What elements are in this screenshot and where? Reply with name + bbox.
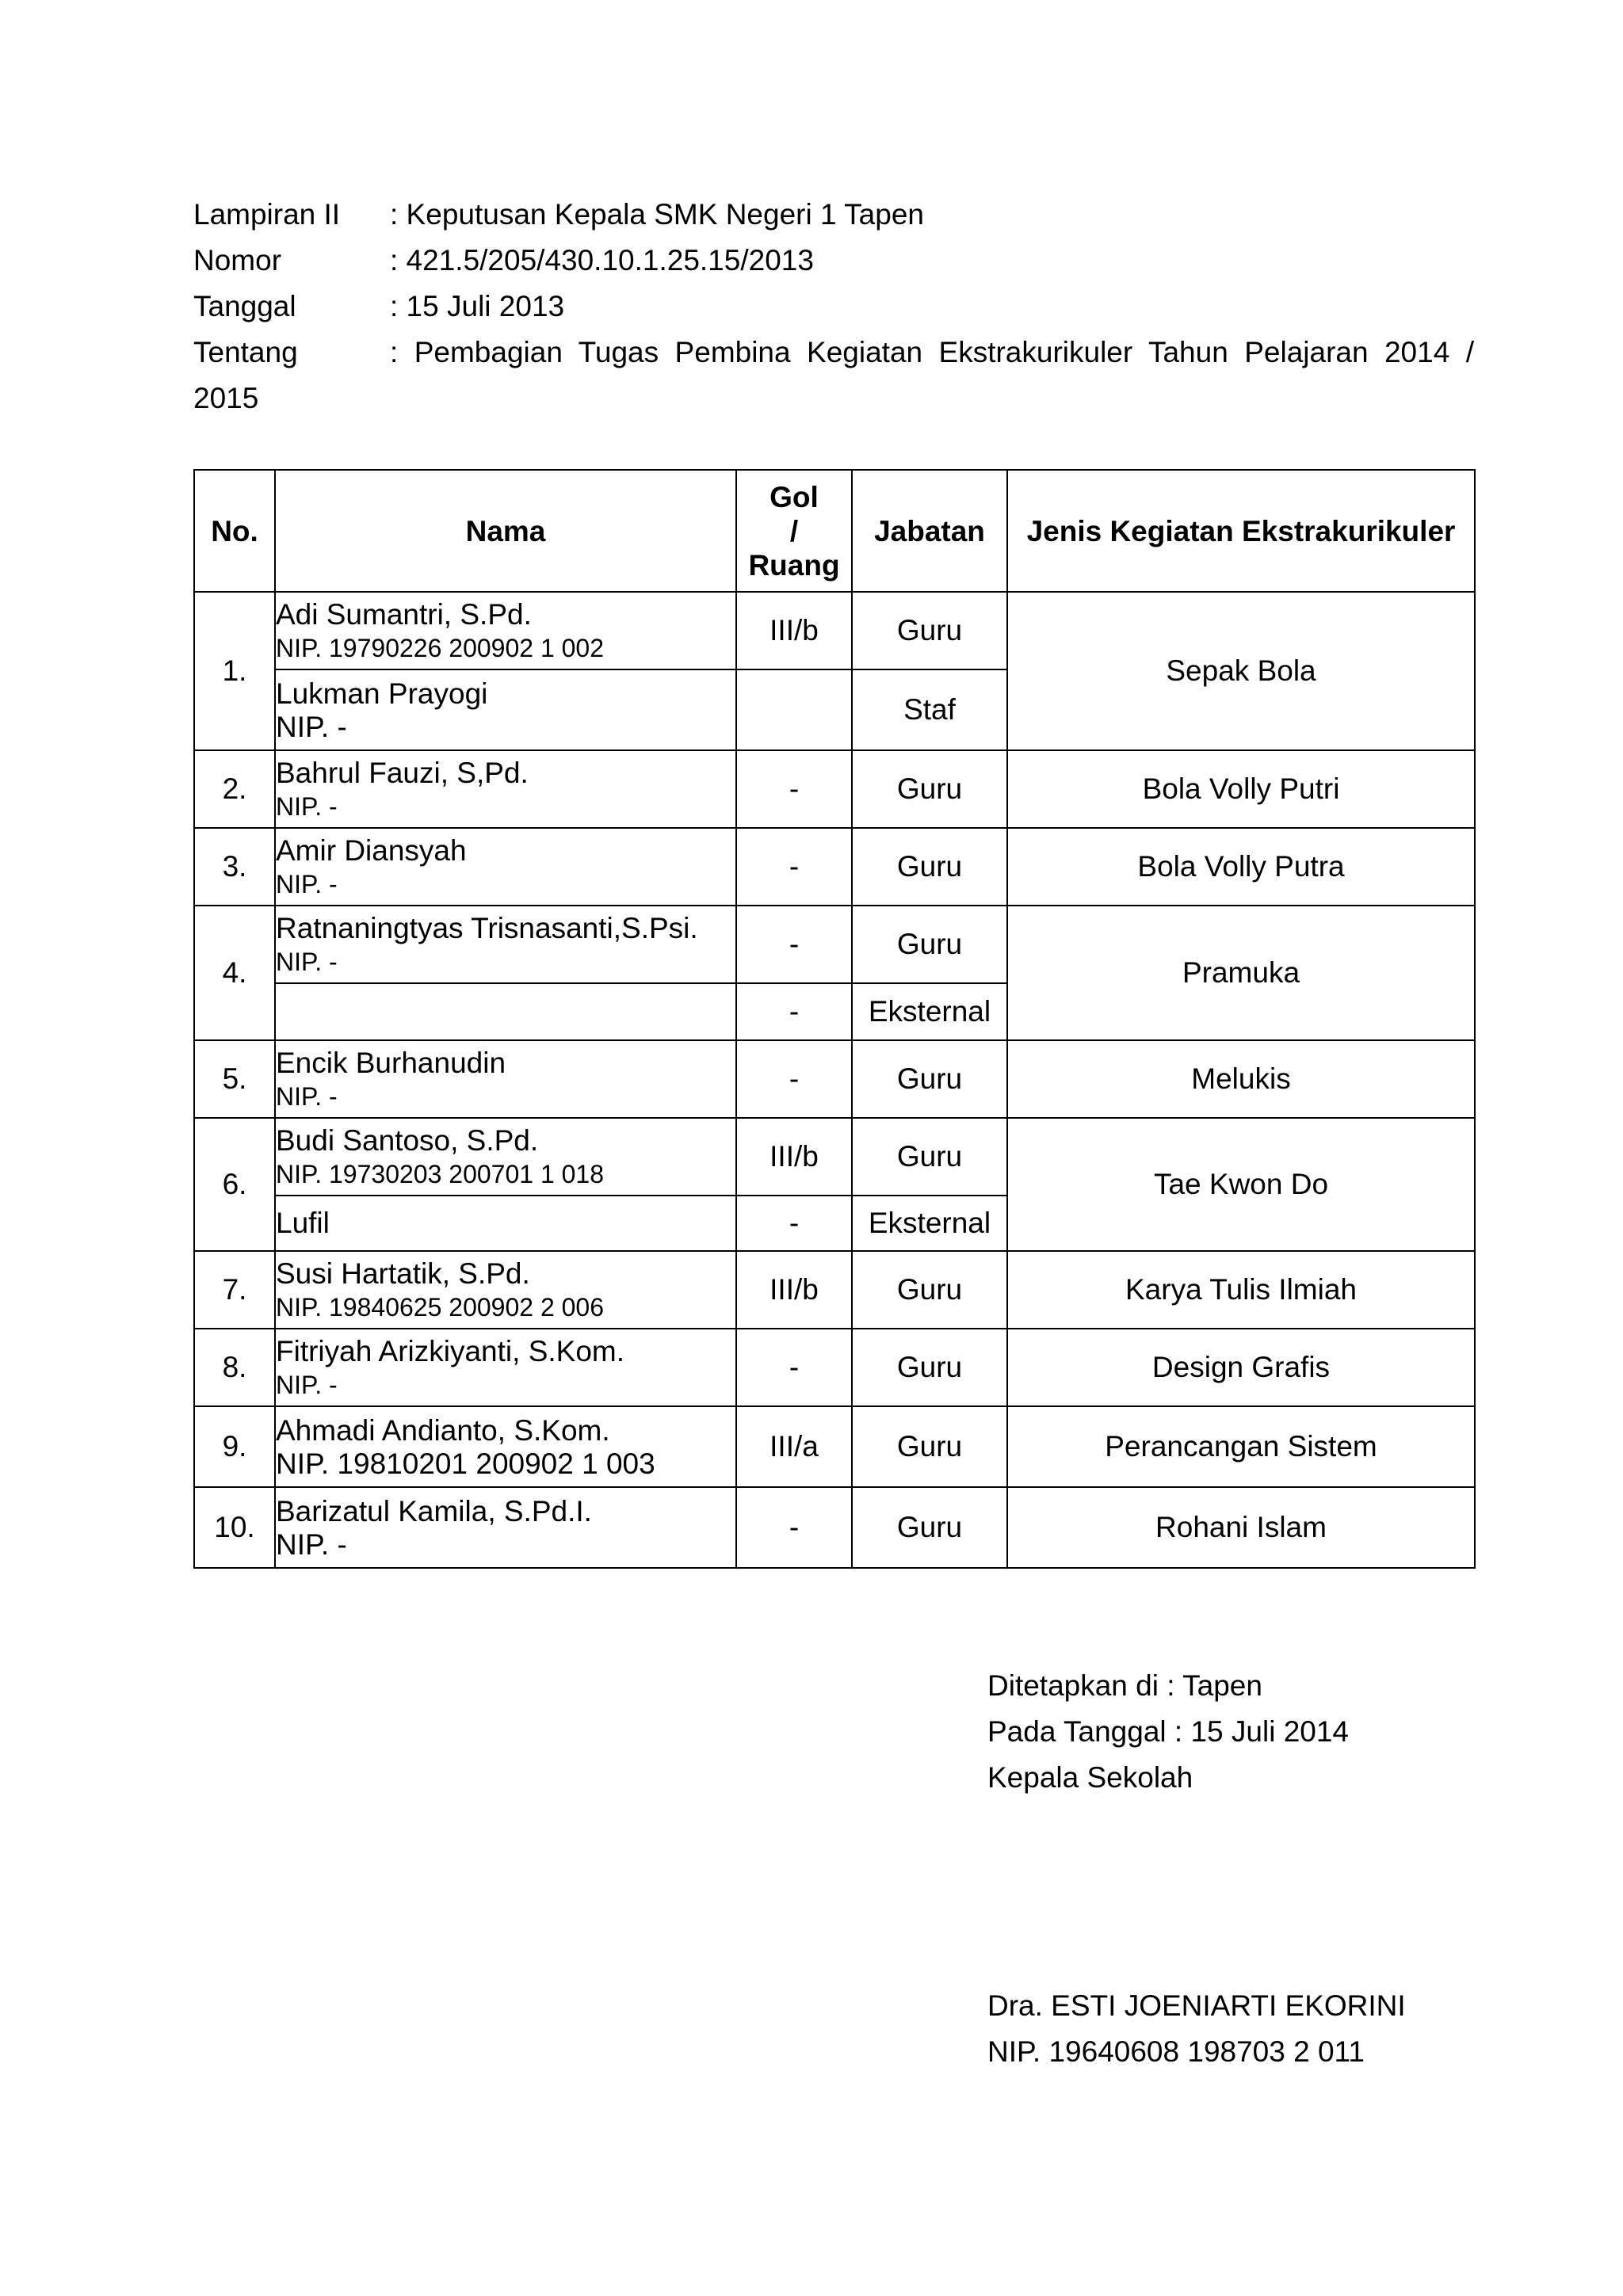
member-jabatan: Guru [852,1406,1007,1487]
activity-name: Rohani Islam [1007,1487,1475,1568]
header-jenis-kegiatan: Jenis Kegiatan Ekstrakurikuler [1007,470,1475,592]
table-row [194,906,1475,983]
member-nip: NIP. 19730203 200701 1 018 [276,1160,605,1188]
member-gol: - [736,906,852,983]
activity-name: Sepak Bola [1007,592,1475,750]
member-name: Ahmadi Andianto, S.Kom. [276,1414,610,1447]
member-cell [275,1329,736,1406]
row-number: 9. [194,1406,275,1487]
member-nip: NIP. 19810201 200902 1 003 [276,1447,655,1480]
activity-name: Design Grafis [1007,1329,1475,1406]
member-jabatan: Guru [852,906,1007,983]
member-gol: - [736,1329,852,1406]
header-gol-ruang [736,470,852,592]
member-name: Lukman Prayogi [276,677,488,710]
member-name: Ratnaningtyas Trisnasanti,S.Psi. [276,912,698,944]
member-nip: NIP. - [276,1082,338,1111]
header-row-tanggal [193,284,1474,330]
signatory-name: Dra. ESTI JOENIARTI EKORINI [987,1989,1406,2022]
row-number: 5. [194,1040,275,1118]
header-gol-line1: Gol [769,480,819,513]
header-row-nomor [193,238,1474,284]
table-row [194,1251,1475,1329]
member-gol: - [736,1487,852,1568]
member-jabatan: Staf [852,669,1007,750]
member-gol: - [736,828,852,906]
member-nip: NIP. 19840625 200902 2 006 [276,1293,605,1322]
member-name: Bahrul Fauzi, S,Pd. [276,757,529,789]
member-name: Lufil [276,1207,330,1239]
lampiran-value: : Keputusan Kepala SMK Negeri 1 Tapen [390,198,924,231]
member-gol: III/b [736,1118,852,1196]
member-nip: NIP. - [276,948,338,976]
header-gol-line3: Ruang [748,548,840,582]
member-cell [275,669,736,750]
member-nip: NIP. - [276,711,347,743]
member-gol: III/a [736,1406,852,1487]
tentang-continuation: 2015 [193,382,259,414]
member-name: Budi Santoso, S.Pd. [276,1124,539,1157]
member-name: Barizatul Kamila, S.Pd.I. [276,1495,592,1527]
member-cell [275,1406,736,1487]
member-cell [275,983,736,1040]
member-gol [736,669,852,750]
member-cell [275,1487,736,1568]
member-jabatan: Guru [852,1251,1007,1329]
member-gol: - [736,983,852,1040]
table-row [194,1487,1475,1568]
row-number: 2. [194,750,275,828]
member-gol: III/b [736,592,852,669]
table-header-row [194,470,1475,592]
row-number: 6. [194,1118,275,1251]
member-cell [275,750,736,828]
member-name: Encik Burhanudin [276,1047,506,1079]
activity-name: Karya Tulis Ilmiah [1007,1251,1475,1329]
activity-name: Melukis [1007,1040,1475,1118]
row-number: 10. [194,1487,275,1568]
member-name: Adi Sumantri, S.Pd. [276,598,532,631]
member-jabatan: Guru [852,1040,1007,1118]
activity-name: Pramuka [1007,906,1475,1040]
member-jabatan: Guru [852,750,1007,828]
lampiran-label: Lampiran II [193,198,341,231]
member-nip: NIP. - [276,1371,338,1399]
signatory-block [987,1983,1406,2075]
header-row-lampiran [193,192,1474,238]
header-row-tentang [193,330,1474,376]
member-cell [275,1251,736,1329]
table-row [194,1040,1475,1118]
member-gol: - [736,750,852,828]
member-gol: - [736,1040,852,1118]
member-jabatan: Eksternal [852,1196,1007,1251]
table-row [194,828,1475,906]
table-row [194,592,1475,669]
member-name: Fitriyah Arizkiyanti, S.Kom. [276,1335,625,1367]
tentang-label: Tentang [193,336,298,368]
member-cell [275,1118,736,1196]
member-name: Susi Hartatik, S.Pd. [276,1257,530,1290]
tanggal-value: : 15 Juli 2013 [390,290,565,322]
activity-name: Bola Volly Putra [1007,828,1475,906]
member-nip: NIP. - [276,1528,347,1561]
member-nip: NIP. - [276,792,338,821]
member-cell [275,906,736,983]
member-jabatan: Eksternal [852,983,1007,1040]
member-cell [275,1196,736,1251]
member-cell [275,592,736,669]
header-gol-line2: / [789,514,799,547]
activity-name: Bola Volly Putri [1007,750,1475,828]
member-cell [275,1040,736,1118]
header-jabatan: Jabatan [852,470,1007,592]
signature-date: Pada Tanggal : 15 Juli 2014 [987,1715,1350,1748]
table-row [194,1329,1475,1406]
table-row [194,750,1475,828]
member-jabatan: Guru [852,1118,1007,1196]
tentang-value: : Pembagian Tugas Pembina Kegiatan Ekstrakurikuler Tahun Pelajaran 2014 / [390,336,1474,368]
row-number: 4. [194,906,275,1040]
member-gol: III/b [736,1251,852,1329]
member-name: Amir Diansyah [276,834,467,867]
nomor-label: Nomor [193,244,282,277]
header-nama: Nama [275,470,736,592]
member-jabatan: Guru [852,1329,1007,1406]
member-jabatan: Guru [852,592,1007,669]
member-gol: - [736,1196,852,1251]
table-row [194,1406,1475,1487]
signature-title: Kepala Sekolah [987,1761,1193,1794]
assignment-table [193,469,1476,1569]
member-jabatan: Guru [852,1487,1007,1568]
activity-name: Perancangan Sistem [1007,1406,1475,1487]
signature-block [987,1663,1349,1801]
member-nip: NIP. 19790226 200902 1 002 [276,634,605,662]
activity-name: Tae Kwon Do [1007,1118,1475,1251]
header-no: No. [194,470,275,592]
member-nip: NIP. - [276,870,338,898]
row-number: 1. [194,592,275,750]
row-number: 3. [194,828,275,906]
row-number: 8. [194,1329,275,1406]
member-jabatan: Guru [852,828,1007,906]
tanggal-label: Tanggal [193,290,296,322]
row-number: 7. [194,1251,275,1329]
signatory-nip: NIP. 19640608 198703 2 011 [987,2035,1365,2068]
nomor-value: : 421.5/205/430.10.1.25.15/2013 [390,244,814,277]
signature-place: Ditetapkan di : Tapen [987,1669,1262,1702]
table-row [194,1118,1475,1196]
member-cell [275,828,736,906]
